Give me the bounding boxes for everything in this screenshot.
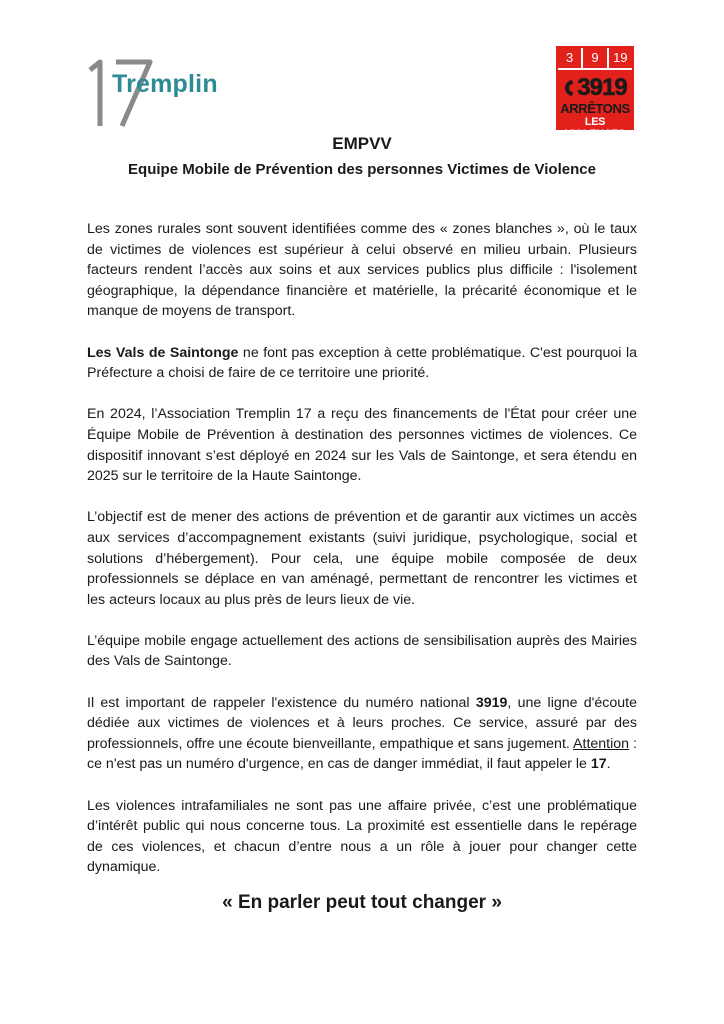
- logo-les-violences: LES VIOLENCES: [565, 116, 625, 140]
- document-body: [87, 219, 637, 878]
- logo-tremplin-name: Tremplin: [112, 70, 218, 98]
- logo-3919-number: 3919: [577, 74, 627, 101]
- paragraph-3919-warning: : ce n'est pas un numéro d'urgence, en cas de danger immédiat, il faut appeler le: [87, 735, 637, 773]
- paragraph-public-interest: Les violences intrafamiliales ne sont pas une affaire privée, c’est une problématique d’intérêt public qui nous concerne tous. La proximité est essentielle dans le repérage de ces violences, et chacun d’entre nous a un rôle à jouer pour changer cette dynamique.: [87, 797, 637, 876]
- paragraph-rural-zones: Les zones rurales sont souvent identifiées comme des « zones blanches », où le taux de victimes de violences est supérieur à celui observé en milieu urbain. Plusieurs facteurs rendent l’accès aux soins et aux services publics plus difficile : l'isolement géographique, la dépendance financière et matérielle, la précarité économique et le manque de moyens de transport.: [87, 221, 637, 320]
- document-title: EMPVV: [332, 134, 392, 153]
- national-number-3919: 3919: [475, 694, 508, 711]
- logo-date-month: 9: [583, 48, 608, 68]
- vals-de-saintonge-bold: Les Vals de Saintonge: [87, 344, 239, 361]
- paragraph-3919-end: .: [606, 756, 611, 773]
- paragraph-vals-de-saintonge: [87, 343, 637, 384]
- paragraph-vals-rest: ne font pas exception à cette problématique. C'est pourquoi la Préfecture a choisi de faire de ce territoire une priorité.: [87, 344, 637, 382]
- logo-number-row: [558, 74, 632, 102]
- logo-arretons: ARRÊTONS: [560, 101, 630, 116]
- emergency-number-17: 17: [590, 756, 607, 773]
- phone-icon: [563, 79, 575, 97]
- attention-label: Attention: [573, 735, 630, 752]
- paragraph-awareness: L’équipe mobile engage actuellement des actions de sensibilisation auprès des Mairies des Vals de Saintonge.: [87, 632, 637, 670]
- paragraph-3919-intro: Il est important de rappeler l'existence du numéro national: [87, 694, 476, 711]
- paragraph-objective: L’objectif est de mener des actions de prévention et de garantir aux victimes un accès aux services d’accompagnement existants (suivi juridique, psychologique, social et solutions d’hébergement). Pour cela, une équipe mobile composée de deux professionnels se déplace en van aménagé, permettant de rencontrer les victimes et les acteurs locaux au plus près de leurs lieux de vie.: [87, 509, 637, 608]
- logo-date-year: 19: [613, 50, 628, 65]
- tremplin-17-logo: [88, 58, 220, 130]
- paragraph-2024-funding: En 2024, l’Association Tremplin 17 a reçu des financements de l'État pour créer une Équipe Mobile de Prévention à destination des personnes victimes de violences. Ce dispositif innovant s’est déployé en 2024 sur les Vals de Saintonge, et sera étendu en 2025 sur le territoire de la Haute Saintonge.: [87, 406, 637, 485]
- helpline-3919-logo: [556, 46, 634, 140]
- document-subtitle: Equipe Mobile de Prévention des personnes Victimes de Violence: [128, 161, 596, 178]
- paragraph-3919: [87, 693, 637, 775]
- slogan: « En parler peut tout changer »: [222, 892, 502, 913]
- logo-date-row: [558, 48, 632, 70]
- paragraph-3919-description: , une ligne d'écoute dédiée aux victimes de violences et à leurs proches. Ce service, assuré par des professionnels, offre une écoute bienveillante, empathique et sans jugement.: [87, 694, 637, 752]
- logo-date-day: 3: [558, 48, 583, 68]
